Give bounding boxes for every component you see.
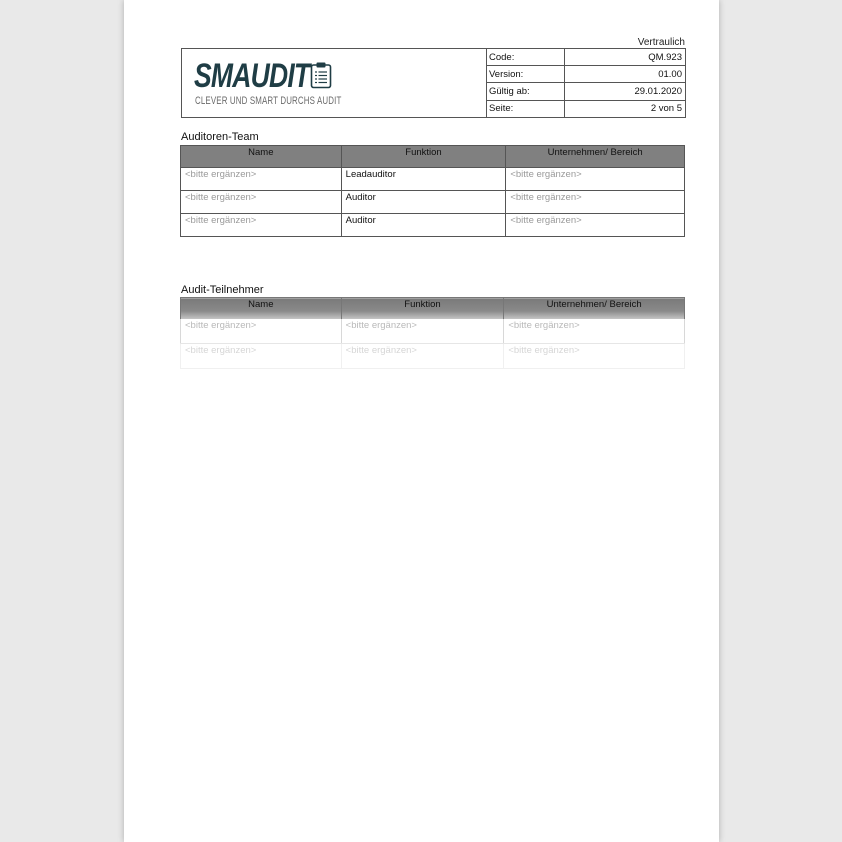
column-header-function: Funktion — [341, 146, 506, 168]
meta-value: QM.923 — [565, 49, 686, 66]
column-header-name: Name — [181, 298, 342, 320]
logo — [182, 49, 487, 117]
meta-value: 01.00 — [565, 66, 686, 83]
document-header — [181, 48, 686, 118]
meta-row — [486, 49, 685, 66]
meta-value: 29.01.2020 — [565, 83, 686, 100]
document-page — [124, 0, 719, 842]
table-row — [181, 191, 685, 214]
column-header-name: Name — [181, 146, 342, 168]
meta-key: Seite: — [486, 100, 565, 117]
confidential-label: Vertraulich — [637, 37, 685, 48]
name-cell[interactable]: <bitte ergänzen> — [181, 344, 342, 369]
name-cell[interactable]: <bitte ergänzen> — [181, 168, 342, 191]
auditor-team-table — [180, 145, 685, 237]
function-cell[interactable]: <bitte ergänzen> — [341, 319, 504, 344]
section-title-auditor-team: Auditoren-Team — [181, 131, 259, 143]
meta-row — [486, 66, 685, 83]
meta-key: Code: — [486, 49, 565, 66]
company-cell[interactable]: <bitte ergänzen> — [506, 214, 685, 237]
function-cell[interactable]: Auditor — [341, 214, 506, 237]
meta-key: Gültig ab: — [486, 83, 565, 100]
table-row — [181, 319, 685, 344]
table-row — [181, 168, 685, 191]
table-header-row — [181, 146, 685, 168]
logo-wordmark: SMAUDIT — [194, 57, 310, 95]
participants-table — [180, 297, 685, 369]
function-cell[interactable]: Leadauditor — [341, 168, 506, 191]
company-cell[interactable]: <bitte ergänzen> — [504, 344, 685, 369]
section-title-participants: Audit-Teilnehmer — [181, 284, 264, 296]
function-cell[interactable]: Auditor — [341, 191, 506, 214]
meta-row — [486, 83, 685, 100]
column-header-company: Unternehmen/ Bereich — [506, 146, 685, 168]
company-cell[interactable]: <bitte ergänzen> — [504, 319, 685, 344]
company-cell[interactable]: <bitte ergänzen> — [506, 191, 685, 214]
table-header-row — [181, 298, 685, 320]
table-row — [181, 344, 685, 369]
company-cell[interactable]: <bitte ergänzen> — [506, 168, 685, 191]
name-cell[interactable]: <bitte ergänzen> — [181, 214, 342, 237]
meta-row — [486, 100, 685, 117]
name-cell[interactable]: <bitte ergänzen> — [181, 319, 342, 344]
table-row — [181, 214, 685, 237]
name-cell[interactable]: <bitte ergänzen> — [181, 191, 342, 214]
logo-tagline: CLEVER UND SMART DURCHS AUDIT — [195, 95, 342, 107]
column-header-function: Funktion — [341, 298, 504, 320]
function-cell[interactable]: <bitte ergänzen> — [341, 344, 504, 369]
column-header-company: Unternehmen/ Bereich — [504, 298, 685, 320]
meta-key: Version: — [486, 66, 565, 83]
meta-value: 2 von 5 — [565, 100, 686, 117]
document-meta-table — [486, 49, 685, 117]
clipboard-icon — [310, 61, 332, 89]
